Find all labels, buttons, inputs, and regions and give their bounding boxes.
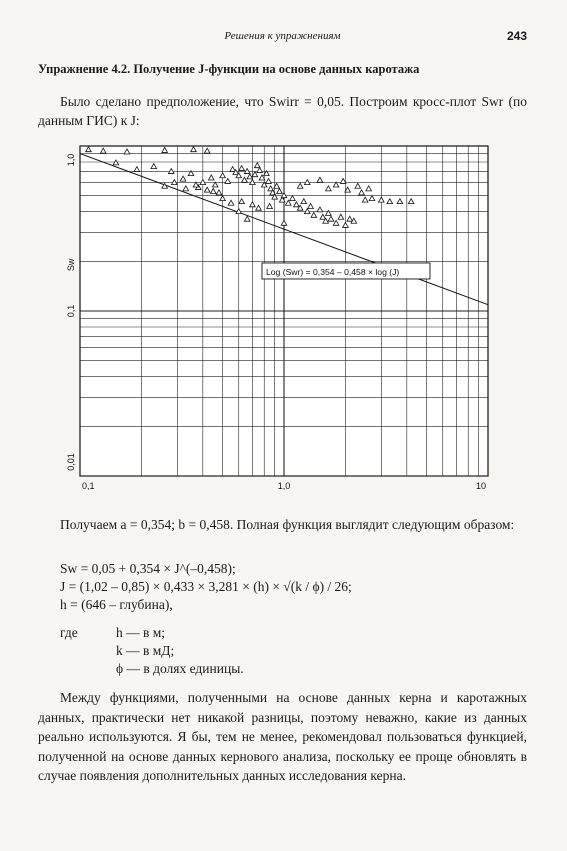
y-tick-label: 0,01 [66,453,76,471]
conclusion-paragraph: Между функциями, полученными на основе данных керна и каротажных данных, практически нет никакой разницы, поэтому неважно, какие из данных реально используются. Я бы, тем не менее, рекомендовал пользоваться функцией, полученной на основе данных кернового анализа, поскольку ее проще обновлять в случае появления дополнительных данных исследования керна. [38,690,527,783]
definition-k: k — в мД; [116,643,175,658]
crossplot-chart [60,138,500,490]
x-tick-label: 0,1 [82,481,95,490]
y-axis-label: Sw [66,258,76,272]
exercise-title: Упражнение 4.2. Получение J-функции на основе данных каротажа [38,62,420,76]
result-paragraph: Получаем a = 0,354; b = 0,458. Полная функция выглядит следующим образом: [60,517,515,532]
equation-sw: Sw = 0,05 + 0,354 × J^(–0,458); [60,561,236,576]
definition-h: h — в м; [116,625,166,640]
y-tick-label: 1,0 [66,153,76,167]
equation-j: J = (1,02 – 0,85) × 0,433 × 3,281 × (h) × √(k / ϕ) / 26; [60,579,352,594]
page-number: 243 [506,29,527,43]
equation-h: h = (646 – глубина), [60,597,173,612]
page-header [38,30,527,44]
definition-phi: ϕ — в долях единицы. [116,661,244,676]
where-label: где [60,625,78,640]
crossplot-svg [60,138,500,490]
intro-paragraph: Было сделано предположение, что Swirr = 0,05. Построим кросс-плот Swr (по данным ГИС) к J: [38,94,527,128]
y-tick-label: 0,1 [66,304,76,318]
fit-equation-annotation: Log (Swr) = 0,354 – 0,458 × log (J) [265,266,400,277]
x-tick-label: 1,0 [277,481,291,490]
running-title: Решения к упражнениям [224,30,341,42]
x-tick-label: 10 [475,481,486,490]
